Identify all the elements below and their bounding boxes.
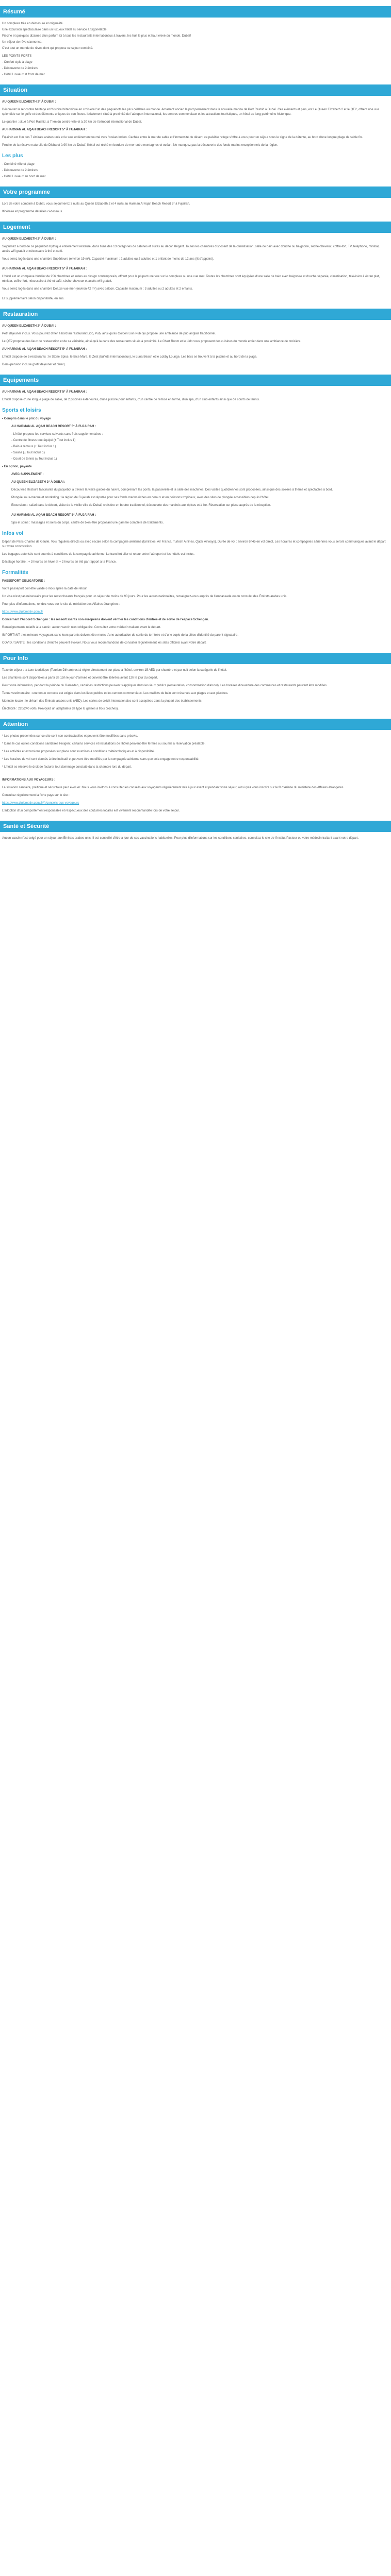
section-heading-resume: Résumé bbox=[0, 6, 391, 18]
logement-paragraph: L'hôtel est un complexe hôtelier de 256 chambres et suites au design contemporain, offrant pour la plupart une vue sur le complexe ou une vue mer. Toutes les chambres sont équipées d'une salle de bain avec baignoire et douche séparée, climatisation, télévision à écran plat, minibar, coffre-fort, nécessaire à thé et café, sèche-cheveux et accès wifi gratuit. bbox=[2, 275, 380, 283]
section-heading-plus: Les plus bbox=[2, 153, 23, 159]
logement-paragraph: Séjournez à bord de ce paquebot mythique entièrement restauré, dans l'une des 13 catégories de cabines et suites au décor élégant. Toutes les chambres disposent de la climatisation, salle de bain avec douche ou baignoire, sèche-cheveux, coffre-fort, TV, téléphone, minibar, accès wifi gratuit et nécessaire à thé et café. bbox=[2, 245, 380, 253]
hotel-heading: AU HARMAN AL AQAH BEACH RESORT 5* À FUJAIRAH : bbox=[2, 128, 87, 131]
sports-paragraph: Plongée sous-marine et snorkeling : la région de Fujairah est réputée pour ses fonds marins riches en coraux et en poissons tropicaux, avec des sites de plongée accessibles depuis l'hôtel. bbox=[11, 496, 270, 499]
sports-paragraph: Excursions : safari dans le désert, visite de la vieille ville de Dubaï, croisière en boutre traditionnel, découverte des marchés aux épices et à l'or. Réservation sur place auprès de la réception. bbox=[11, 504, 271, 507]
pourinfo-paragraph: Pour votre information, pendant la période du Ramadan, certaines restrictions peuvent s'appliquer dans les lieux publics (restauration, consommation d'alcool). Les horaires d'ouverture des commerces et restaurants peuvent être modifiés. bbox=[2, 684, 328, 687]
section-heading-formalites: Formalités bbox=[2, 570, 28, 575]
attention-paragraph: * Les activités et excursions proposées sur place sont soumises à conditions météorologiques et à disponibilité. bbox=[2, 750, 155, 753]
section-heading-infos-vol: Infos vol bbox=[2, 531, 24, 536]
section-heading-programme: Votre programme bbox=[0, 187, 391, 198]
hotel-heading: AU QUEEN ELIZABETH 2* À DUBAI : bbox=[2, 325, 56, 328]
resume-point: - Découverte de 2 émirats bbox=[2, 67, 38, 70]
pourinfo-paragraph: Monnaie locale : le dirham des Émirats arabes unis (AED). Les cartes de crédit internationales sont acceptées dans la plupart des établissements. bbox=[2, 700, 203, 703]
attention-paragraph: * Les photos présentées sur ce site sont non contractuelles et peuvent être modifiées sans préavis. bbox=[2, 735, 138, 738]
hotel-heading: AU HARMAN AL AQAH BEACH RESORT 5* À FUJAIRAH : bbox=[11, 425, 96, 428]
logement-paragraph: Lit supplémentaire selon disponibilité, en sus. bbox=[2, 297, 64, 300]
infos-paragraph: Les bagages autorisés sont soumis à conditions de la compagnie aérienne. Le transfert aller et retour entre l'aéroport et les hôtels est inclus. bbox=[2, 553, 195, 556]
situation-paragraph: Proche de la réserve naturelle de Dibba et à 90 km de Dubaï, l'hôtel est niché en bordure de mer entre montagnes et océan. Ne manquez pas la découverte des fonds marins exceptionnels de la région. bbox=[2, 144, 279, 147]
situation-paragraph: Fujairah est l'un des 7 émirats arabes unis et le seul entièrement tourné vers l'océan Indien. Cachée entre la mer de sable et l'immensité du désert, ce paisible refuge s'offre à vous pour un séjour sous le signe de la détente, au bord d'une longue plage de sable fin. bbox=[2, 136, 363, 139]
sports-item: - Court de tennis (± Tout inclus 1) bbox=[11, 457, 57, 461]
pourinfo-paragraph: Taxe de séjour : la taxe touristique (Tourism Dirham) est à régler directement sur place à l'hôtel, environ 15 AED par chambre et par nuit selon la catégorie de l'hôtel. bbox=[2, 669, 227, 672]
section-heading-equipements: Equipements bbox=[0, 375, 391, 386]
sports-item: - Bain à remous (± Tout inclus 1) bbox=[11, 445, 56, 448]
infos-paragraph: Départ de Paris Charles de Gaulle. Vols réguliers directs ou avec escale selon la compagnie aérienne (Emirates, Air France, Turkish Airlines, Qatar Airways). Durée de vol : environ 6h45 en vol direct. Les horaires et compagnies aériennes vous seront communiqués avant le départ sur votre convocation. bbox=[2, 540, 386, 548]
resume-line: C'est tout un monde de rêves dont qui propose ce séjour combiné. bbox=[2, 47, 93, 50]
sports-paragraph: Spa et soins : massages et soins du corps, centre de bien-être proposant une gamme complète de traitements. bbox=[11, 521, 164, 524]
sports-item: - Sauna (± Tout inclus 1) bbox=[11, 451, 45, 454]
hotel-heading: AU HARMAN AL AQAH BEACH RESORT 5* À FUJAIRAH : bbox=[2, 391, 87, 394]
sports-item: - Centre de fitness tout équipé (± Tout inclus 1) bbox=[11, 439, 76, 442]
pourinfo-paragraph: Les chambres sont disponibles à partir de 15h le jour d'arrivée et doivent être libérées avant 12h le jour du départ. bbox=[2, 676, 158, 680]
restauration-paragraph: Petit déjeuner inclus. Vous pourrez dîner à bord au restaurant Lido, Pub, ainsi qu'au Golden Lion Pub qui propose une ambiance de pub anglais traditionnel. bbox=[2, 332, 216, 335]
section-heading-pour-info: Pour Info bbox=[0, 653, 391, 664]
restauration-paragraph: Le QE2 propose des lieux de restauration et de sa véritable, ainsi qu'à la carte des restaurants situés à proximité. Le Chart Room et le Lido vous proposent des cuisines du monde entier dans une ambiance de croisière. bbox=[2, 340, 302, 343]
resume-line: Piscine et quelques dizaines d'un parfum ici à tous les restaurants internationaux à travers, les huit le plus et haut élevé du monde. Dubaï! bbox=[2, 35, 191, 38]
sports-item: - L'hôtel propose les services suivants sans frais supplémentaires : bbox=[11, 433, 103, 436]
infos-paragraph: Décalage horaire : + 3 heures en hiver et + 2 heures en été par rapport à la France. bbox=[2, 561, 117, 564]
formalites-paragraph: Un visa n'est pas nécessaire pour les ressortissants français pour un séjour de moins de 90 jours. Pour les autres nationalités, renseignez-vous auprès de l'ambassade ou du consulat des Émirats arabes unis. bbox=[2, 595, 287, 598]
plus-line: - Combiné ville et plage bbox=[2, 163, 35, 166]
hotel-heading: AU QUEEN ELIZABETH 2* À DUBAI : bbox=[2, 238, 56, 241]
section-heading-logement: Logement bbox=[0, 222, 391, 233]
section-heading-attention: Attention bbox=[0, 719, 391, 730]
attention-paragraph: * Dans le cas où les conditions sanitaires l'exigent, certains services et installations de l'hôtel peuvent être fermés ou soumis à réservation préalable. bbox=[2, 742, 206, 745]
resume-point: - Hôtel Luxueux et front de mer bbox=[2, 73, 45, 76]
formalites-paragraph: IMPORTANT : les mineurs voyageant sans leurs parents doivent être munis d'une autorisation de sortie du territoire et d'une copie de la pièce d'identité du parent signataire. bbox=[2, 634, 239, 637]
logement-paragraph: Vous serez logés dans une chambre Supérieure (environ 19 m²). Capacité maximum : 2 adultes ou 2 adultes et 1 enfant de moins de 12 ans (lit d'appoint). bbox=[2, 258, 214, 261]
restauration-paragraph: L'hôtel dispose de 5 restaurants : le Stone Spice, le Bice Mare, le Zest (buffets internationaux), le Luna Beach et le Lobby Lounge. Les bars se trouvent à la piscine et au bord de la plage. bbox=[2, 355, 257, 359]
resume-line: Un séjour de rêve s'annonce. bbox=[2, 41, 42, 44]
diplomatie-link[interactable]: https://www.diplomatie.gouv.fr bbox=[2, 611, 43, 614]
resume-point: - Confort style à plage bbox=[2, 61, 32, 64]
resume-points-title: LES POINTS FORTS bbox=[2, 55, 32, 58]
sports-option-label: • En option, payante bbox=[2, 465, 387, 469]
attention-paragraph: Consultez régulièrement la fiche pays sur le site : bbox=[2, 794, 70, 797]
sante-paragraph: Aucun vaccin n'est exigé pour un séjour aux Émirats arabes unis. Il est conseillé d'être à jour de ses vaccinations habituelles. Pour plus d'informations sur les conditions sanitaires, consultez le site de l'Institut Pasteur ou votre médecin traitant avant votre départ. bbox=[2, 837, 359, 840]
sports-paragraph: Découvrez l'histoire fascinante du paquebot à travers la visite guidée du navire, comprenant les ponts, la passerelle et la salle des machines. Des visites quotidiennes sont proposées, ainsi que des soirées à thème et spectacles à bord. bbox=[11, 488, 333, 492]
programme-line: Itinéraire et programme détaillés ci-dessous. bbox=[2, 210, 63, 213]
section-heading-restauration: Restauration bbox=[0, 309, 391, 320]
programme-line: Lors de votre combiné à Dubaï, vous séjournerez 3 nuits au Queen Elizabeth 2 et 4 nuits au Harman Al Aqah Beach Resort 5* à Fujairah. bbox=[2, 202, 190, 206]
hotel-heading: AU HARMAN AL AQAH BEACH RESORT 5* À FUJAIRAH : bbox=[2, 348, 87, 351]
attention-paragraph: L'adoption d'un comportement responsable et respectueux des coutumes locales est vivement recommandée lors de votre séjour. bbox=[2, 809, 180, 812]
formalites-title: PASSEPORT OBLIGATOIRE : bbox=[2, 580, 45, 583]
section-heading-sante: Santé et Sécurité bbox=[0, 821, 391, 832]
section-heading-sports: Sports et loisirs bbox=[2, 408, 41, 413]
pourinfo-paragraph: Électricité : 220/240 volts. Prévoyez un adaptateur de type G (prises à trois broches). bbox=[2, 707, 119, 710]
hotel-heading: AU HARMAN AL AQAH BEACH RESORT 5* À FUJAIRAH : bbox=[2, 267, 87, 270]
conseils-voyageurs-link[interactable]: https://www.diplomatie.gouv.fr/fr/conseils-aux-voyageurs bbox=[2, 802, 79, 805]
attention-subtitle: INFORMATIONS AUX VOYAGEURS : bbox=[2, 778, 56, 782]
formalites-paragraph: Pour plus d'informations, rendez-vous sur le site du ministère des Affaires étrangères : bbox=[2, 603, 120, 606]
logement-paragraph: Vous serez logés dans une chambre Deluxe vue mer (environ 42 m²) avec balcon. Capacité maximum : 3 adultes ou 2 adultes et 2 enfants. bbox=[2, 287, 193, 291]
resume-line: Un complexe très en démesure et originalité. bbox=[2, 22, 64, 25]
equipements-paragraph: L'hôtel dispose d'une longue plage de sable, de 2 piscines extérieures, d'une piscine pour enfants, d'un centre de remise en forme, d'un spa, d'un club enfants ainsi que de courts de tennis. bbox=[2, 398, 260, 401]
attention-paragraph: * L'hôtel se réserve le droit de facturer tout dommage constaté dans la chambre lors du départ. bbox=[2, 766, 132, 769]
sports-supplement-title: AVEC SUPPLÉMENT : bbox=[11, 473, 44, 476]
situation-paragraph: Le quartier : situé à Port Rashid, à 7 km du centre-ville et à 20 km de l'aéroport international de Dubaï. bbox=[2, 121, 142, 124]
restauration-paragraph: Demi-pension incluse (petit déjeuner et dîner). bbox=[2, 363, 66, 366]
hotel-heading: AU QUEEN ELIZABETH 2* À DUBAI : bbox=[2, 100, 56, 104]
sports-included-label: • Compris dans le prix du voyage bbox=[2, 417, 387, 421]
attention-paragraph: La situation sanitaire, politique et sécuritaire peut évoluer. Nous vous invitons à consulter les conseils aux voyageurs régulièrement mis à jour avant et pendant votre séjour, ainsi qu'à vous inscrire sur le fil d'Ariane du ministère des Affaires étrangères. bbox=[2, 786, 345, 789]
pourinfo-paragraph: Tenue vestimentaire : une tenue correcte est exigée dans les lieux publics et les centres commerciaux. Les maillots de bain sont réservés aux plages et aux piscines. bbox=[2, 692, 229, 695]
section-heading-situation: Situation bbox=[0, 84, 391, 96]
hotel-heading: AU QUEEN ELIZABETH 2* À DUBAI : bbox=[11, 481, 66, 484]
formalites-paragraph: COVID / SANTÉ : les conditions d'entrée peuvent évoluer. Nous vous recommandons de consulter régulièrement les sites officiels avant votre départ. bbox=[2, 641, 207, 645]
resume-line: Une excursion spectaculaire dans un luxueux hôtel au service à Sigonélable. bbox=[2, 28, 108, 31]
situation-paragraph: Découvrez la rencontre héritage et l'histoire britannique en croisière l'un des paquebots les plus célèbres au monde. Amarrant ancien le port permanent dans la nouvelle marina de Port Rashid à Dubaï. Ces éléments et plus, est Le Queen Elizabeth 2 et le QE2, offrent une vue splendide sur le golfe et des éléments uniques de son fleuve. Idéalement situé à proximité de l'aéroport international, les centres commerciaux et les attractions touristiques, un hôtel au long patrimoine historique. bbox=[2, 108, 379, 116]
formalites-paragraph: Renseignements relatifs à la santé : aucun vaccin n'est obligatoire. Consultez votre médecin traitant avant le départ. bbox=[2, 626, 161, 629]
formalites-paragraph: Votre passeport doit être valide 6 mois après la date de retour. bbox=[2, 587, 88, 590]
page bbox=[0, 6, 391, 841]
plus-line: - Hôtel Luxueux en bord de mer bbox=[2, 175, 46, 178]
hotel-heading: AU HARMAN AL AQAH BEACH RESORT 5* À FUJAIRAH : bbox=[11, 514, 96, 517]
formalites-paragraph: Concernant l'Accord Schengen : les ressortissants non européens doivent vérifier les conditions d'entrée et de sortie de l'espace Schengen. bbox=[2, 618, 209, 621]
attention-paragraph: * Les horaires de vol sont donnés à titre indicatif et peuvent être modifiés par la compagnie aérienne sans que cela engage notre responsabilité. bbox=[2, 758, 200, 761]
plus-line: - Découverte de 2 émirats bbox=[2, 169, 38, 172]
